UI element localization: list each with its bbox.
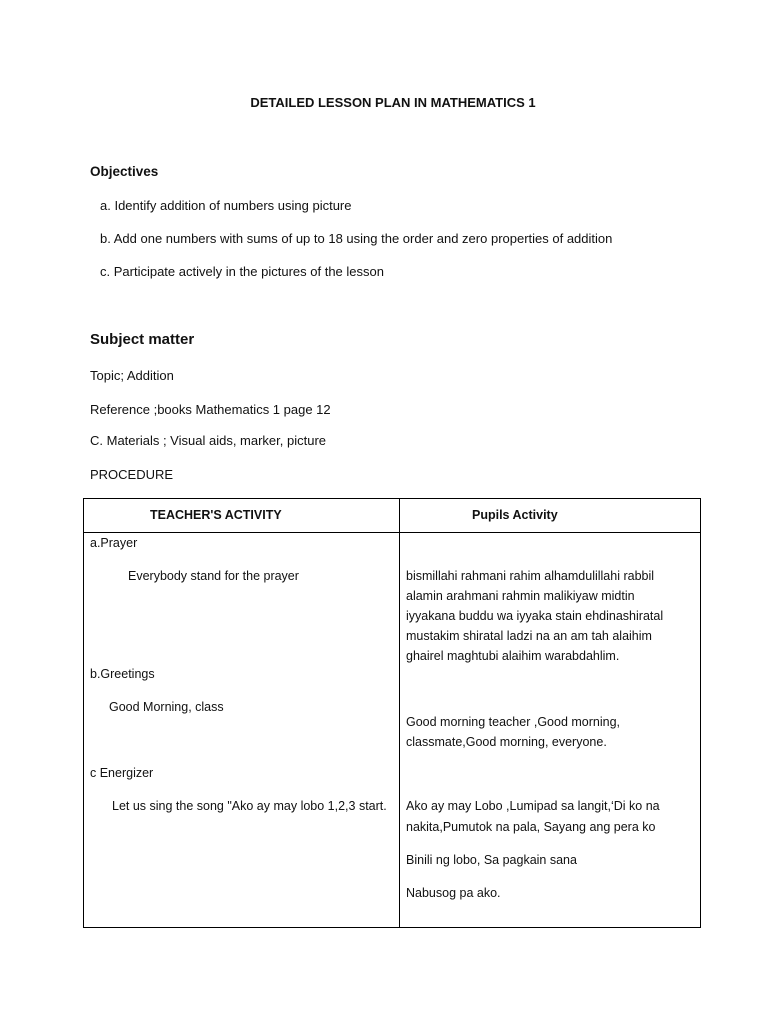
song-line: Ako ay may Lobo ,Lumipad sa langit,‘Di ko na: [406, 799, 660, 813]
prayer-response-line: alamin arahmani rahmin malikiyaw midtin: [406, 589, 635, 603]
subject-matter-heading: Subject matter: [90, 331, 195, 348]
greetings-label: b.Greetings: [90, 667, 155, 681]
prayer-response-line: mustakim shiratal ladzi na an am tah alaihim: [406, 629, 652, 643]
pupils-activity-cell: [400, 533, 701, 928]
teacher-activity-cell: [84, 533, 400, 928]
objective-item: b. Add one numbers with sums of up to 18 using the order and zero properties of addition: [100, 231, 613, 246]
energizer-label: c Energizer: [90, 766, 154, 780]
greetings-response-line: classmate,Good morning, everyone.: [406, 735, 607, 749]
page-title: DETAILED LESSON PLAN IN MATHEMATICS 1: [250, 95, 536, 110]
prayer-response-line: bismillahi rahmani rahim alhamdulillahi rabbil: [406, 569, 655, 583]
objective-item: c. Participate actively in the pictures of the lesson: [100, 264, 384, 279]
objectives-heading: Objectives: [90, 164, 159, 179]
procedure-label: PROCEDURE: [90, 467, 174, 482]
song-line: Binili ng lobo, Sa pagkain sana: [406, 853, 577, 867]
prayer-response-line: iyyakana buddu wa iyyaka stain ehdinashiratal: [406, 609, 664, 623]
greetings-response-line: Good morning teacher ,Good morning,: [406, 715, 621, 729]
prayer-response-line: ghairel maghtubi alaihim warabdahlim.: [406, 649, 620, 663]
greetings-text: Good Morning, class: [109, 700, 224, 714]
song-line: Nabusog pa ako.: [406, 886, 501, 900]
reference-line: Reference ;books Mathematics 1 page 12: [90, 402, 331, 417]
objective-item: a. Identify addition of numbers using picture: [100, 198, 352, 213]
energizer-text: Let us sing the song "Ako ay may lobo 1,2,3 start.: [112, 799, 387, 813]
prayer-text: Everybody stand for the prayer: [128, 569, 299, 583]
materials-line: C. Materials ; Visual aids, marker, picture: [90, 433, 327, 448]
table-row: [84, 533, 701, 928]
table-header-row: [84, 499, 701, 533]
teacher-activity-header: TEACHER'S ACTIVITY: [84, 499, 400, 533]
procedure-table: [83, 498, 701, 928]
song-line: nakita,Pumutok na pala, Sayang ang pera ko: [406, 820, 656, 834]
prayer-label: a.Prayer: [90, 536, 138, 550]
pupils-activity-header: Pupils Activity: [400, 499, 701, 533]
topic-line: Topic; Addition: [90, 368, 174, 383]
